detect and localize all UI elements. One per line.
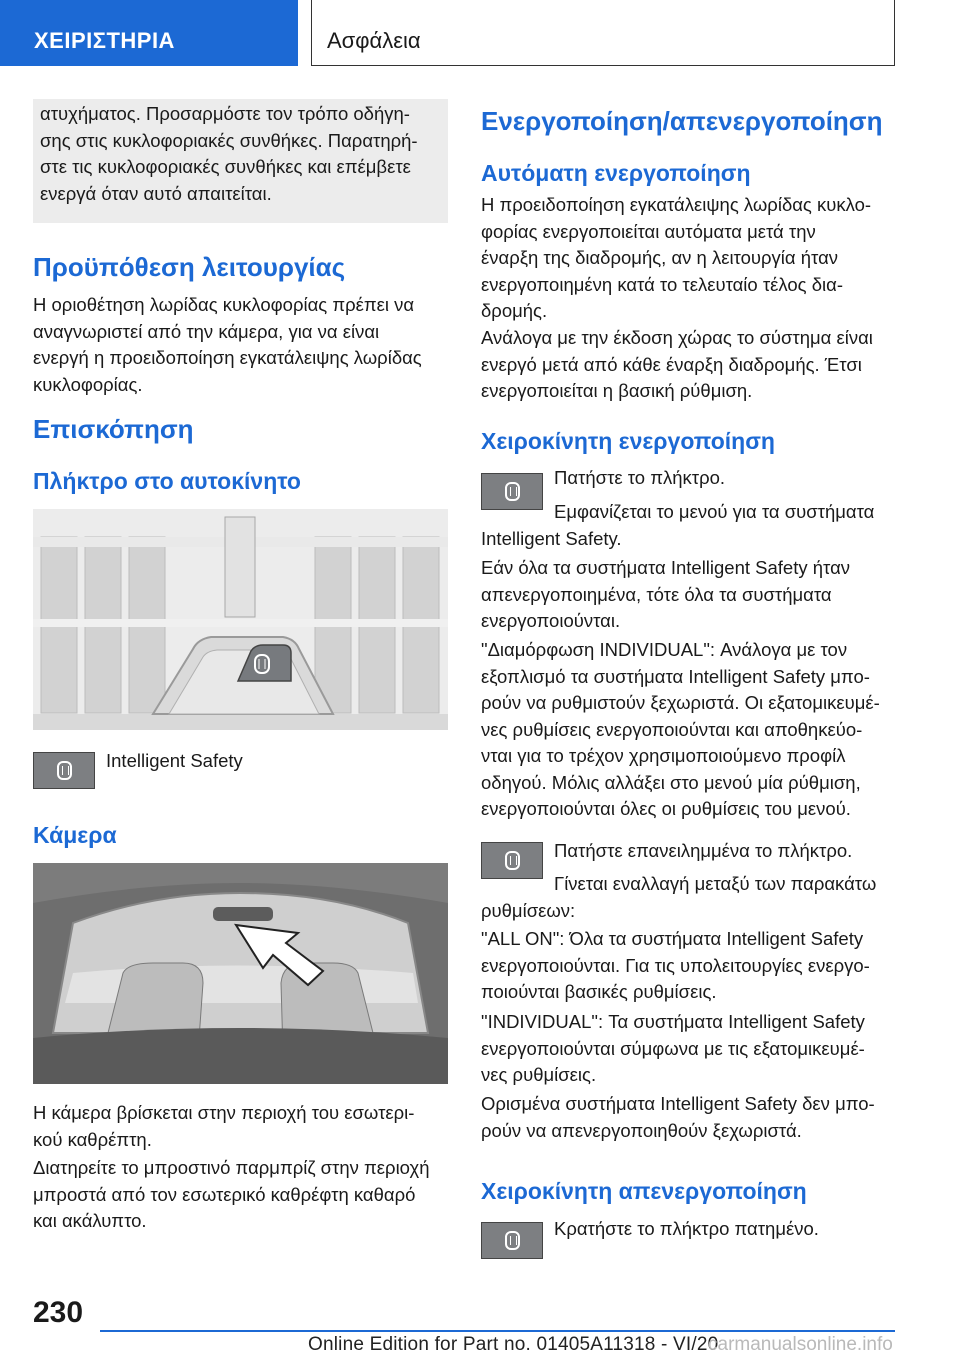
text-line: νες ρυθμίσεις.: [481, 1064, 597, 1085]
note-line: ενεργά όταν αυτό απαιτείται.: [40, 182, 272, 204]
warning-note-box: [33, 99, 448, 223]
button-illustration: [33, 509, 448, 730]
heading-auto-activation: Αυτόματη ενεργοποίηση: [481, 160, 751, 186]
text-line: Η κάμερα βρίσκεται στην περιοχή του εσωτερι-: [33, 1102, 415, 1123]
manual-paragraph-4: [481, 637, 901, 823]
text-line: κού καθρέπτη.: [33, 1128, 152, 1150]
prereq-paragraph: [33, 292, 448, 398]
individual-paragraph: [481, 1009, 901, 1089]
footer-edition: Online Edition for Part no. 01405A11318 - VI/20: [308, 1334, 719, 1355]
note-line: ατυχήματος. Προσαρμόστε τον τρόπο οδήγη-: [40, 103, 410, 124]
text-line: ποιούνται βασικές ρυθμίσεις.: [481, 981, 717, 1002]
text-line: φορίας ενεργοποιείται αυτόματα μετά την: [481, 220, 816, 242]
some-systems-paragraph: [481, 1091, 901, 1144]
text-line: "Διαμόρφωση INDIVIDUAL": Ανάλογα με τον: [481, 639, 848, 660]
text-line: ενεργό μετά από κάθε έναρξη διαδρομής. Έτσι: [481, 353, 862, 375]
camera-illustration: [33, 863, 448, 1084]
header-divider: [311, 0, 312, 66]
manual-paragraph-3: [481, 555, 901, 635]
text-line: Η προειδοποίηση εγκατάλειψης λωρίδας κυκλο-: [481, 194, 872, 215]
note-line: σης στις κυκλοφοριακές συνθήκες. Παρατηρή-: [40, 129, 418, 151]
text-line: νται για το τρέχον χρησιμοποιούμενο προφίλ: [481, 745, 846, 766]
text-line: ενεργοποιείται η βασική ρύθμιση.: [481, 380, 753, 401]
all-on-paragraph: [481, 926, 901, 1006]
text-line: ρούν να απενεργοποιηθούν ξεχωριστά.: [481, 1119, 802, 1141]
header-underline: [311, 65, 894, 66]
text-line: "ALL ON": Όλα τα συστήματα Intelligent Safety: [481, 928, 864, 949]
text-line: Εάν όλα τα συστήματα Intelligent Safety ήταν: [481, 557, 851, 578]
dashboard-button-drawing: [33, 509, 448, 730]
intelligent-safety-key-icon: [33, 752, 95, 789]
text-line: δρομής.: [481, 300, 548, 321]
auto-paragraph-2: [481, 325, 901, 405]
key-caption: Intelligent Safety: [106, 750, 243, 771]
step-toggle-settings: [481, 871, 901, 924]
text-line: κυκλοφορίας.: [33, 373, 143, 395]
text-line: Intelligent Safety.: [481, 527, 622, 549]
text-line: εξοπλισμό τα συστήματα Intelligent Safety μπο-: [481, 665, 870, 687]
text-line: νες ρυθμίσεις ενεργοποιούνται και αποθηκεύο-: [481, 718, 863, 740]
header-divider: [894, 0, 895, 66]
chapter-tab: ΧΕΙΡΙΣΤΗΡΙΑ: [0, 0, 298, 66]
text-line: ρυθμίσεων:: [481, 899, 576, 921]
text-line: αναγνωριστεί από την κάμερα, για να είναι: [33, 320, 380, 342]
text-line: και ακάλυπτο.: [33, 1210, 147, 1231]
text-line: ενεργή η προειδοποίηση εγκατάλειψης λωρίδας: [33, 347, 422, 368]
step-press-key: Πατήστε το πλήκτρο.: [554, 467, 726, 488]
text-line: Γίνεται εναλλαγή μεταξύ των παρακάτω: [554, 873, 877, 894]
car-interior-drawing: [33, 863, 448, 1084]
step-hold-key: Κρατήστε το πλήκτρο πατημένο.: [554, 1218, 819, 1239]
text-line: Η οριοθέτηση λωρίδας κυκλοφορίας πρέπει να: [33, 294, 415, 315]
text-line: Ανάλογα με την έκδοση χώρας το σύστημα είναι: [481, 327, 873, 348]
text-line: μπροστά από τον εσωτερικό καθρέφτη καθαρό: [33, 1183, 416, 1205]
text-line: Εμφανίζεται το μενού για τα συστήματα: [554, 501, 875, 522]
text-line: απενεργοποιημένα, τότε όλα τα συστήματα: [481, 583, 832, 605]
text-line: έναρξη της διαδρομής, αν η λειτουργία ήταν: [481, 247, 839, 268]
heading-overview: Επισκόπηση: [33, 414, 194, 444]
camera-paragraph-1: [33, 1100, 448, 1153]
heading-button-in-car: Πλήκτρο στο αυτοκίνητο: [33, 468, 301, 494]
text-line: Διατηρείτε το μπροστινό παρμπρίζ στην περιοχή: [33, 1157, 430, 1178]
text-line: Ορισμένα συστήματα Intelligent Safety δεν μπο-: [481, 1093, 875, 1114]
text-line: ρούν να ρυθμιστούν ξεχωριστά. Οι εξατομικευμέ-: [481, 692, 880, 713]
text-line: ενεργοποιημένη κατά το τελευταίο τέλος δια-: [481, 273, 843, 295]
text-line: οδηγού. Μόλις αλλάξει στο μενού μία ρύθμιση,: [481, 771, 861, 793]
heading-manual-activation: Χειροκίνητη ενεργοποίηση: [481, 428, 775, 454]
step-press-repeatedly: Πατήστε επανειλημμένα το πλήκτρο.: [554, 840, 853, 861]
auto-paragraph-1: [481, 192, 901, 325]
heading-manual-deactivation: Χειροκίνητη απενεργοποίηση: [481, 1178, 807, 1204]
heading-activation: Ενεργοποίηση/απενεργοποίηση: [481, 106, 883, 136]
step-menu-appears: [481, 499, 901, 552]
footer-rule: [100, 1330, 895, 1332]
section-title: Ασφάλεια: [327, 28, 421, 53]
note-line: στε τις κυκλοφοριακές συνθήκες και επέμβετε: [40, 156, 411, 177]
text-line: "INDIVIDUAL": Τα συστήματα Intelligent Safety: [481, 1011, 865, 1032]
footer-watermark: carmanualsonline.info: [708, 1334, 893, 1355]
text-line: ενεργοποιούνται σύμφωνα με τις εξατομικευμέ-: [481, 1037, 865, 1059]
text-line: ενεργοποιούνται. Για τις υπολειτουργίες ενεργο-: [481, 954, 870, 976]
heading-prerequisite: Προϋπόθεση λειτουργίας: [33, 252, 346, 282]
text-line: ενεργοποιούνται.: [481, 610, 621, 631]
intelligent-safety-key-icon: [481, 1222, 543, 1259]
heading-camera: Κάμερα: [33, 822, 117, 848]
page-number: 230: [33, 1296, 84, 1329]
camera-paragraph-2: [33, 1155, 448, 1235]
text-line: ενεργοποιούνται όλες οι ρυθμίσεις του μενού.: [481, 798, 851, 819]
